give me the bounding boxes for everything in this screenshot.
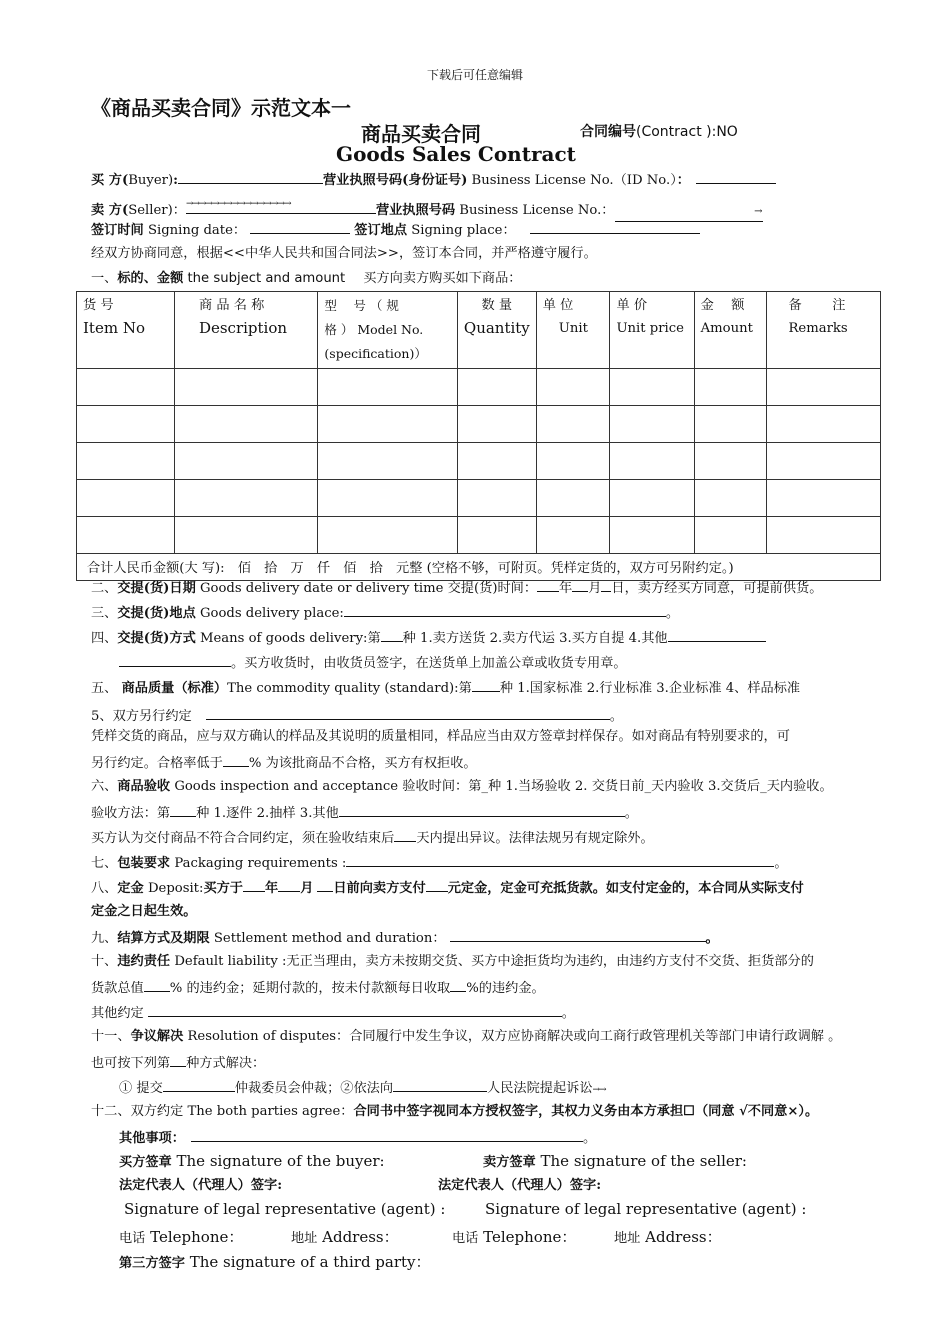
sec1-heading: 一、标的、金额 the subject and amount 买方向卖方购买如下商品： — [91, 271, 522, 286]
col-amount: 金 额 Amount — [694, 292, 766, 369]
contract-no: 合同编号(Contract ):NO — [580, 124, 738, 140]
sec10: 十、违约责任 Default liability :无正当理由，卖方未按期交货、买方中途拒货均为违约，由违约方支付不交货、拒货部分的 — [91, 954, 814, 969]
col-unit: 单 位 Unit — [536, 292, 610, 369]
seller-line: 卖 方(Seller)：→→→→→→→→→→→→→→→→ 营业执照号码 Business License No.： → — [91, 195, 763, 222]
sec11-line2: 也可按下列第 种方式解决： — [91, 1053, 265, 1073]
title-en: Goods Sales Contract — [336, 142, 576, 166]
signing-line: 签订时间 Signing date： 签订地点 Signing place： — [91, 220, 700, 240]
buyer-signature: 买方签章 The signature of the buyer: — [119, 1152, 385, 1170]
intro-text: 经双方协商同意，根据<<中华人民共和国合同法>>，签订本合同，并严格遵守履行。 — [91, 246, 597, 261]
sec4: 四、交提(货)方式 Means of goods delivery:第 种 1.卖方送货 2.卖方代运 3.买方自提 4.其他 — [91, 628, 766, 648]
table-row — [77, 517, 881, 554]
seller-legal-en: Signature of legal representative (agent) : — [485, 1200, 807, 1218]
buyer-legal-cn: 法定代表人（代理人）签字: — [119, 1178, 283, 1193]
col-unit-price: 单 价 Unit price — [610, 292, 694, 369]
table-header-row — [77, 292, 881, 369]
sec2: 二、交提(货)日期 Goods delivery date or delivery time 交提(货)时间： 年 月 日，卖方经买方同意，可提前供货。 — [91, 578, 822, 598]
sec10-line3: 其他约定 。 — [91, 1003, 575, 1023]
col-quantity: 数 量 Quantity — [457, 292, 536, 369]
goods-table — [76, 291, 881, 581]
seller-signature: 卖方签章 The signature of the seller: — [483, 1152, 747, 1170]
buyer-legal-en: Signature of legal representative (agent) : — [124, 1200, 446, 1218]
col-model: 型 号 （ 规 格 ） Model No. (specification)） — [318, 292, 457, 369]
table-row — [77, 406, 881, 443]
sec5-line2: 5、双方另行约定 。 — [91, 706, 623, 726]
doc-title: 《商品买卖合同》示范文本一 — [91, 96, 351, 120]
sec11: 十一、争议解决 Resolution of disputes：合同履行中发生争议，双方应协商解决或向工商行政管理机关等部门申请行政调解 。 — [91, 1029, 842, 1044]
sec5: 五、 商品质量（标准）The commodity quality (standard):第 种 1.国家标准 2.行业标准 3.企业标准 4、样品标准 — [91, 678, 800, 698]
col-item-no: 货 号 Item No — [77, 292, 175, 369]
sec10-line2: 货款总值 % 的违约金；延期付款的，按未付款额每日收取 %的违约金。 — [91, 978, 545, 998]
sec12: 十二、双方约定 The both parties agree：合同书中签字视同本方授权签字，其权力义务由本方承担☐（同意 √不同意×）。 — [91, 1104, 819, 1119]
sec8: 八、定金 Deposit:买方于 年 月 日前向卖方支付 元定金，定金可充抵货款。如支付定金的，本合同从实际支付 — [91, 878, 804, 898]
sec6: 六、商品验收 Goods inspection and acceptance 验收时间：第_种 1.当场验收 2. 交货日前_天内验收 3.交货后_天内验收。 — [91, 779, 833, 794]
table-row — [77, 369, 881, 406]
sec9: 九、结算方式及期限 Settlement method and duration： 。 — [91, 928, 719, 948]
table-row — [77, 480, 881, 517]
sec8-line2: 定金之日起生效。 — [91, 904, 197, 919]
sec12-line2: 其他事项： 。 — [119, 1128, 596, 1148]
col-remarks: 备 注 Remarks — [766, 292, 881, 369]
sec6-line3: 买方认为交付商品不符合合同约定，须在验收结束后 天内提出异议。法律法规另有规定除外。 — [91, 828, 654, 848]
title-cn: 商品买卖合同 — [361, 122, 481, 146]
third-party-signature: 第三方签字 The signature of a third party： — [119, 1253, 431, 1271]
sec7: 七、包装要求 Packaging requirements : 。 — [91, 853, 788, 873]
seller-address: 地址 Address： — [614, 1228, 722, 1246]
sec4-line2: 。买方收货时，由收货员签字，在送货单上加盖公章或收货专用章。 — [119, 653, 627, 673]
col-description: 商 品 名 称 Description — [174, 292, 317, 369]
table-total-row: 合计人民币金额(大 写): 佰 拾 万 仟 佰 拾 元整 (空格不够，可附页。凭样定货的，双方可另附约定。) — [77, 554, 881, 581]
sample-l1: 凭样交货的商品，应与双方确认的样品及其说明的质量相同，样品应当由双方签章封样保存。如对商品有特别要求的，可 — [91, 729, 790, 744]
sec11-line3: ① 提交 仲裁委员会仲裁；②依法向 人民法院提起诉讼→→ — [119, 1078, 606, 1099]
sample-l2: 另行约定。合格率低于 % 为该批商品不合格，买方有权拒收。 — [91, 753, 477, 773]
sec3: 三、交提(货)地点 Goods delivery place: 。 — [91, 603, 679, 623]
buyer-address: 地址 Address： — [291, 1228, 399, 1246]
sec6-line2: 验收方法：第 种 1.逐件 2.抽样 3.其他 。 — [91, 803, 638, 823]
seller-legal-cn: 法定代表人（代理人）签字: — [438, 1178, 602, 1193]
buyer-telephone: 电话 Telephone： — [119, 1228, 244, 1246]
seller-telephone: 电话 Telephone： — [452, 1228, 577, 1246]
table-row — [77, 443, 881, 480]
buyer-line: 买 方(Buyer): 营业执照号码(身份证号) Business License No.（ID No.）： — [91, 170, 776, 190]
header-note: 下载后可任意编辑 — [426, 68, 523, 82]
